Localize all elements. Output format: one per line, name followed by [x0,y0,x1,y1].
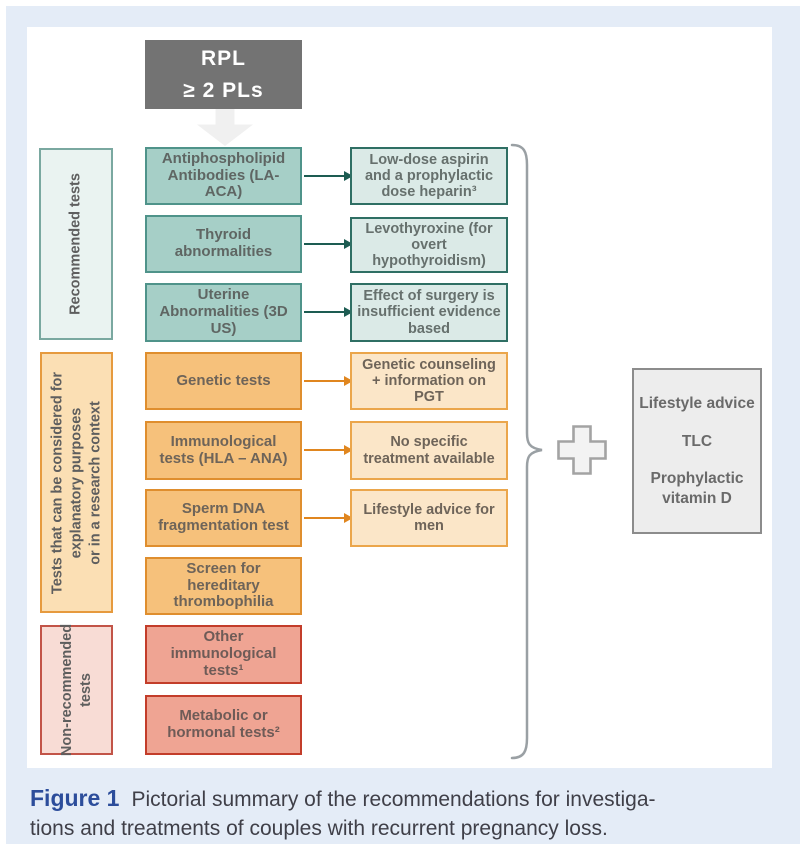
category-label-text: Recommended tests [67,173,84,315]
treatment-box-lifestyle-advice-men [350,489,508,547]
adjunct-care-box [632,368,762,534]
adjunct-line: Prophylactic vitamin D [650,470,744,507]
test-box-sperm-dna-fragmentation [145,489,302,547]
rpl-line1: RPL [201,47,246,70]
arrow-right-icon [304,380,344,382]
arrow-right-icon [304,175,344,177]
category-label-line: or in a research context [86,400,103,565]
test-label: Thyroid abnormalities [174,226,273,260]
treatment-label: Levothyroxine (for overt hypothyroidism) [365,220,493,270]
adjunct-line: TLC [681,432,713,450]
test-box-thyroid-abnormalities [145,215,302,273]
treatment-label: No specific treatment available [363,434,495,467]
test-box-metabolic-hormonal-tests [145,695,302,755]
test-label: Genetic tests [176,371,271,389]
test-label: Immunological tests (HLA – ANA) [159,432,288,467]
category-label-line: explanatory purposes [68,407,85,558]
treatment-label: Lifestyle advice for men [363,501,495,534]
test-label: Other immunological tests¹ [170,628,277,679]
arrow-right-icon [304,311,344,313]
category-label-line: Tests that can be considered for [49,371,66,594]
test-box-immunological-tests [145,421,302,480]
test-box-antiphospholipid-antibodies [145,147,302,205]
adjunct-line: Lifestyle advice [639,395,755,413]
test-box-other-immunological-tests [145,625,302,684]
figure-caption [30,782,772,844]
test-label: Sperm DNA fragmentation test [158,500,289,534]
test-label: Metabolic or hormonal tests² [167,707,280,741]
category-label-non-recommended-tests [40,625,113,755]
rpl-line2: ≥ 2 PLs [183,78,264,102]
category-label-line: tests [77,673,94,707]
treatment-label: Genetic counseling + information on PGT [362,356,496,406]
plus-icon [557,425,607,475]
treatment-box-surgery-evidence [350,283,508,342]
treatment-box-no-specific-treatment [350,421,508,480]
category-label-recommended-tests [39,148,113,340]
arrow-right-icon [304,449,344,451]
test-box-genetic-tests [145,352,302,410]
arrow-right-icon [304,243,344,245]
figure-caption-label: Figure 1 [30,785,120,811]
test-label: Antiphospholipid Antibodies (LA-ACA) [161,149,286,201]
category-label-line: Non-recommended [58,623,75,757]
figure-caption-line2: tions and treatments of couples with recurrent pregnancy loss. [30,817,608,841]
test-box-uterine-abnormalities [145,283,302,342]
treatment-label: Low-dose aspirin and a prophylactic dose heparin³ [364,151,494,201]
treatment-label: Effect of surgery is insufficient evidence based [357,288,501,337]
curly-brace-icon [508,143,545,760]
figure-caption-line1: Pictorial summary of the recommendations for investiga- [131,788,656,811]
treatment-box-aspirin-heparin [350,147,508,205]
test-box-hereditary-thrombophilia [145,557,302,615]
category-label-considered-tests [40,352,113,613]
test-label: Uterine Abnormalities (3D US) [159,286,288,337]
test-label: Screen for hereditary thrombophilia [173,559,274,611]
treatment-box-genetic-counseling [350,352,508,410]
treatment-box-levothyroxine [350,217,508,273]
arrow-right-icon [304,517,344,519]
rpl-root-box [145,40,302,109]
